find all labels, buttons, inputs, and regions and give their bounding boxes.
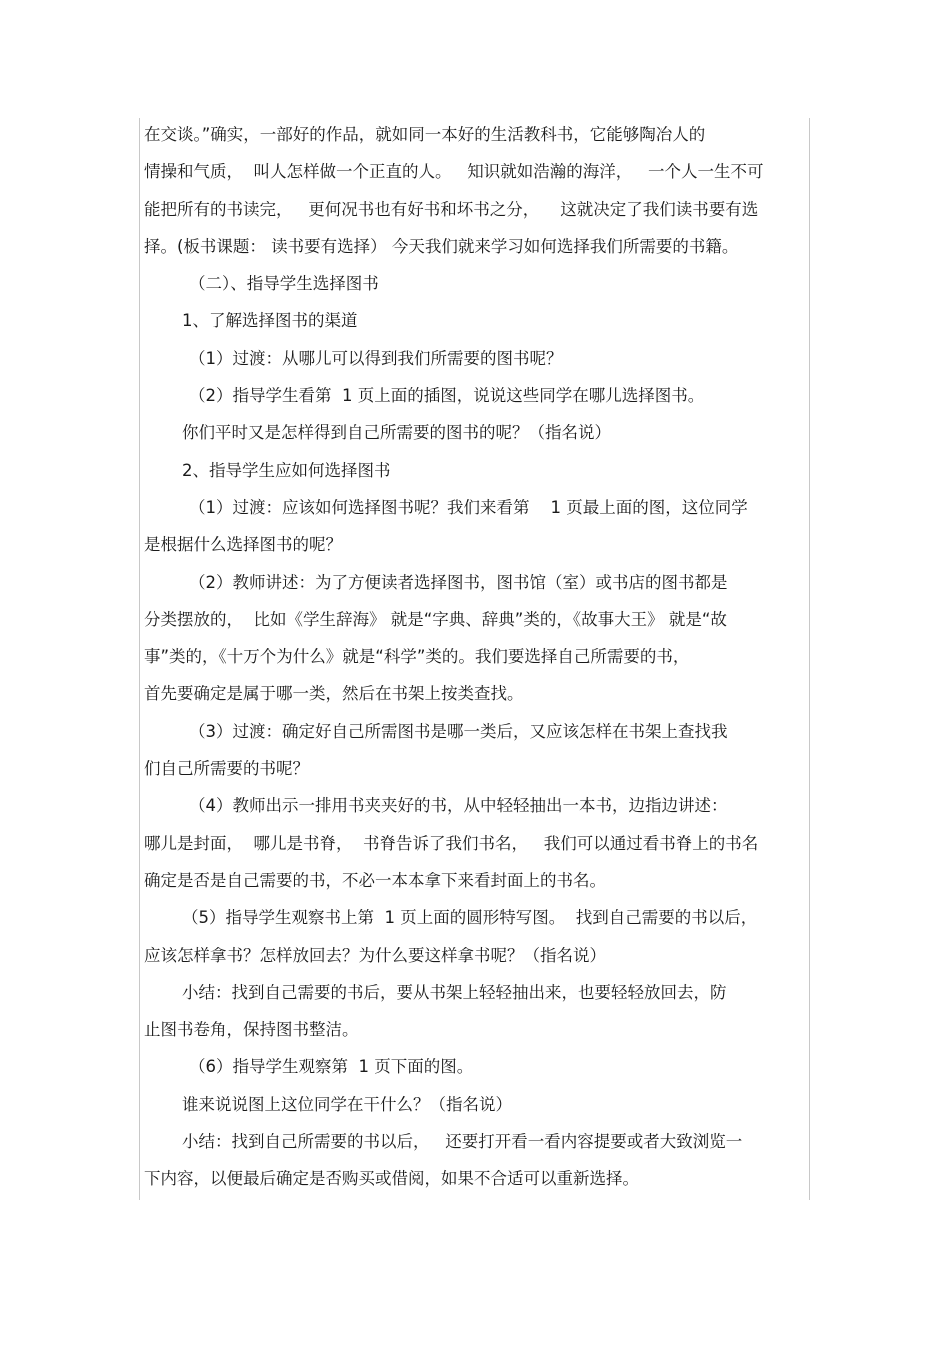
text-line: 首先要确定是属于哪一类，然后在书架上按类查找。 xyxy=(144,684,524,704)
text-line: 能把所有的书读完， 更何况书也有好书和坏书之分， 这就决定了我们读书要有选 xyxy=(144,199,759,219)
text-line: （6）指导学生观察第 1 页下面的图。 xyxy=(189,1057,474,1077)
text-line: 事”类的，《十万个为什么》就是“科学”类的。我们要选择自己所需要的书， xyxy=(144,647,690,667)
text-line: （2）指导学生看第 1 页上面的插图，说说这些同学在哪儿选择图书。 xyxy=(189,386,705,406)
text-line: 确定是否是自己需要的书，不必一本本拿下来看封面上的书名。 xyxy=(144,870,606,890)
text-line: 们自己所需要的书呢？ xyxy=(144,759,309,779)
text-line: 小结：找到自己所需要的书以后， 还要打开看一看内容提要或者大致浏览一 xyxy=(182,1132,743,1152)
text-line: 止图书卷角，保持图书整洁。 xyxy=(144,1020,359,1040)
text-line: （2）教师讲述：为了方便读者选择图书，图书馆（室）或书店的图书都是 xyxy=(189,572,728,592)
text-line: 2、指导学生应如何选择图书 xyxy=(182,460,391,480)
text-line: （4）教师出示一排用书夹夹好的书，从中轻轻抽出一本书，边指边讲述： xyxy=(189,796,728,816)
text-line: （3）过渡：确定好自己所需图书是哪一类后，又应该怎样在书架上查找我 xyxy=(189,721,728,741)
text-line: （5）指导学生观察书上第 1 页上面的圆形特写图。 找到自己需要的书以后， xyxy=(182,908,758,928)
text-line: 在交谈。”确实，一部好的作品，就如同一本好的生活教科书，它能够陶冶人的 xyxy=(144,125,706,144)
text-line: 应该怎样拿书？怎样放回去？为什么要这样拿书呢？（指名说） xyxy=(144,945,606,965)
text-line: （1）过渡：从哪儿可以得到我们所需要的图书呢？ xyxy=(189,348,563,368)
text-line: 分类摆放的， 比如《学生辞海》 就是“字典、辞典”类的，《故事大王》 就是“故 xyxy=(144,609,727,629)
text-line: 1、了解选择图书的渠道 xyxy=(182,311,358,331)
text-line: 小结：找到自己需要的书后，要从书架上轻轻抽出来，也要轻轻放回去，防 xyxy=(182,982,727,1002)
text-line: （1）过渡：应该如何选择图书呢？我们来看第 1 页最上面的图，这位同学 xyxy=(189,497,748,517)
text-line: 哪儿是封面， 哪儿是书脊， 书脊告诉了我们书名， 我们可以通过看书脊上的书名 xyxy=(144,833,759,853)
text-line: （二）、指导学生选择图书 xyxy=(189,274,379,294)
table-border-right xyxy=(809,118,810,1200)
text-line: 下内容，以便最后确定是否购买或借阅，如果不合适可以重新选择。 xyxy=(144,1169,639,1189)
document-body xyxy=(144,116,806,1198)
text-line: 情操和气质， 叫人怎样做一个正直的人。 知识就如浩瀚的海洋， 一个人一生不可 xyxy=(144,162,764,182)
text-line: 是根据什么选择图书的呢？ xyxy=(144,535,342,555)
text-line: 择。(板书课题： 读书要有选择） 今天我们就来学习如何选择我们所需要的书籍。 xyxy=(144,236,739,256)
text-line: 谁来说说图上这位同学在干什么？（指名说） xyxy=(182,1094,512,1114)
table-border-left xyxy=(139,118,140,1200)
text-line: 你们平时又是怎样得到自己所需要的图书的呢？（指名说） xyxy=(182,423,611,443)
